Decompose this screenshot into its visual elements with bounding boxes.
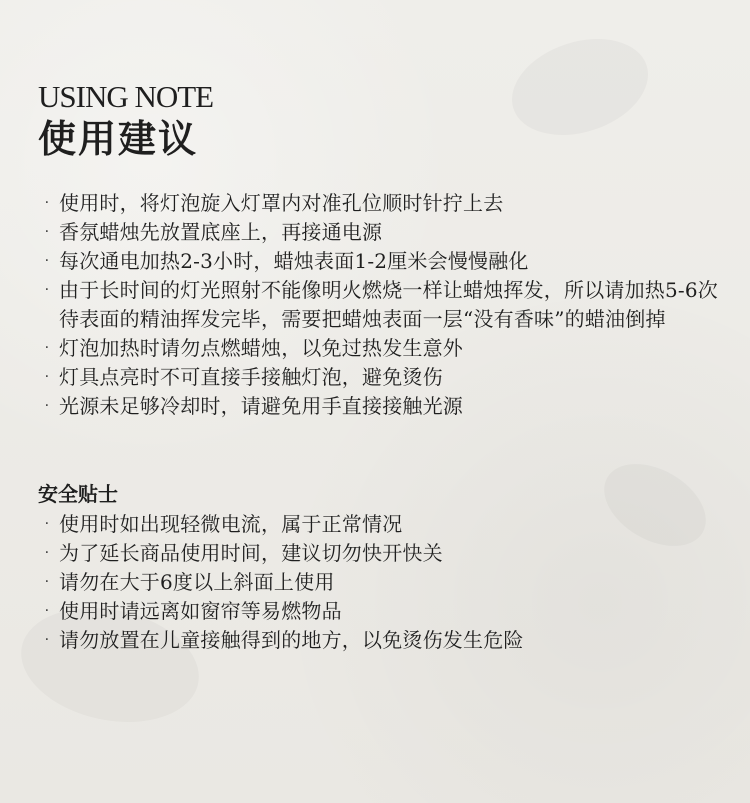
safety-tip-text: 请勿放置在儿童接触得到的地方，以免烫伤发生危险 xyxy=(59,628,524,652)
using-note-item xyxy=(38,392,718,421)
safety-tip-item xyxy=(38,539,718,568)
using-note-text: 香氛蜡烛先放置底座上，再接通电源 xyxy=(59,220,383,244)
using-note-item xyxy=(38,334,718,363)
bullet-dot-icon: · xyxy=(44,340,50,356)
safety-tip-item xyxy=(38,626,718,655)
using-note-item xyxy=(38,189,718,218)
safety-tip-text: 请勿在大于6度以上斜面上使用 xyxy=(59,570,335,594)
safety-tip-item xyxy=(38,597,718,626)
bullet-dot-icon: · xyxy=(44,545,50,561)
page-title-english: USING NOTE xyxy=(38,79,214,114)
bullet-dot-icon: · xyxy=(44,516,50,532)
using-note-text: 灯泡加热时请勿点燃蜡烛，以免过热发生意外 xyxy=(59,336,463,360)
using-note-item xyxy=(38,218,718,247)
using-note-item xyxy=(38,247,718,276)
using-notes-list xyxy=(38,189,718,421)
page-title-chinese: 使用建议 xyxy=(38,116,199,161)
bullet-dot-icon: · xyxy=(44,603,50,619)
bullet-dot-icon: · xyxy=(44,224,50,240)
using-note-text: 灯具点亮时不可直接手接触灯泡，避免烫伤 xyxy=(59,365,443,389)
using-note-text: 由于长时间的灯光照射不能像明火燃烧一样让蜡烛挥发，所以请加热5-6次待表面的精油挥发完毕，需要把蜡烛表面一层“没有香味”的蜡油倒掉 xyxy=(59,278,719,331)
bullet-dot-icon: · xyxy=(44,369,50,385)
bullet-dot-icon: · xyxy=(44,195,50,211)
bullet-dot-icon: · xyxy=(44,632,50,648)
using-note-item xyxy=(38,276,718,334)
bullet-dot-icon: · xyxy=(44,574,50,590)
using-note-text: 每次通电加热2-3小时，蜡烛表面1-2厘米会慢慢融化 xyxy=(59,249,529,273)
bullet-dot-icon: · xyxy=(44,253,50,269)
safety-tip-item xyxy=(38,568,718,597)
safety-tips-title: 安全贴士 xyxy=(38,482,118,506)
bullet-dot-icon: · xyxy=(44,282,50,298)
using-note-text: 光源未足够冷却时，请避免用手直接接触光源 xyxy=(59,394,463,418)
safety-tip-text: 使用时如出现轻微电流，属于正常情况 xyxy=(59,512,403,536)
using-note-text: 使用时，将灯泡旋入灯罩内对准孔位顺时针拧上去 xyxy=(59,191,504,215)
safety-tips-list xyxy=(38,510,718,655)
safety-tip-text: 使用时请远离如窗帘等易燃物品 xyxy=(59,599,342,623)
using-note-item xyxy=(38,363,718,392)
safety-tip-text: 为了延长商品使用时间，建议切勿快开快关 xyxy=(59,541,443,565)
bullet-dot-icon: · xyxy=(44,398,50,414)
safety-tip-item xyxy=(38,510,718,539)
document-content xyxy=(38,80,718,655)
